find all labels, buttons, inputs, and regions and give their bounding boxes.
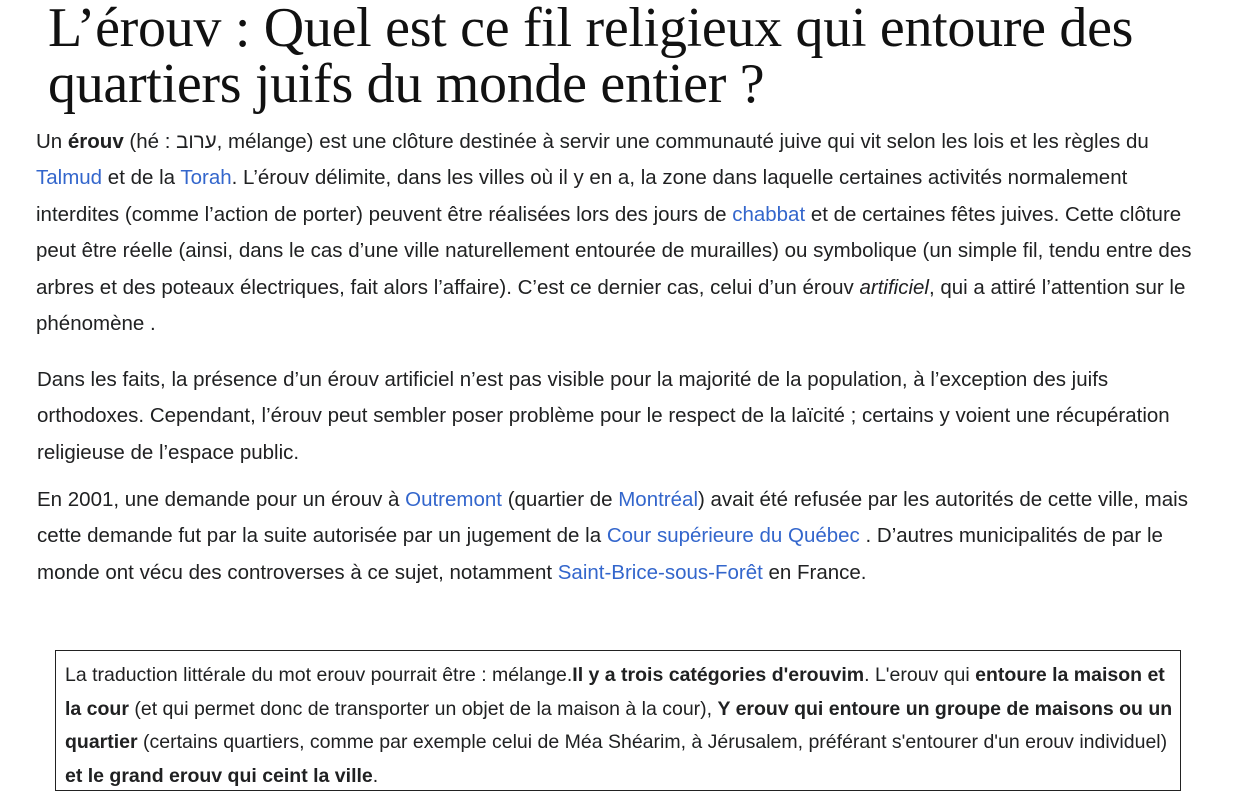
italic-word: artificiel — [859, 275, 929, 299]
text-run: En 2001, une demande pour un érouv à — [37, 488, 406, 511]
text-run: La traduction littérale du mot erouv pourrait être : mélange. — [65, 664, 573, 686]
text-run: (certains quartiers, comme par exemple celui de Méa Shéarim, à Jérusalem, préférant s'entourer d'un erouv individuel) — [137, 731, 1168, 753]
text-run: Un — [36, 130, 68, 153]
link-saint-brice[interactable]: Saint-Brice-sous-Forêt — [557, 560, 763, 584]
text-run: (hé : — [123, 130, 177, 153]
third-paragraph — [37, 482, 1197, 591]
text-run: . — [372, 764, 379, 787]
link-talmud[interactable]: Talmud — [36, 166, 103, 190]
text-run: ) avait été refusée par les autorités de cette ville, mais cette demande fut par la suite autorisée par un jugement de la — [37, 488, 1188, 548]
text-run: , mélange) est une clôture destinée à servir une communauté juive qui vit selon les lois et les règles du — [216, 130, 1149, 153]
text-run: . D’autres municipalités de par le monde ont vécu des controverses à ce sujet, notamment — [37, 524, 1163, 584]
link-torah[interactable]: Torah — [180, 166, 232, 190]
link-chabbat[interactable]: chabbat — [732, 202, 806, 226]
text-run: . L'erouv qui — [864, 664, 976, 686]
quote-box — [55, 650, 1181, 791]
link-outremont[interactable]: Outremont — [405, 488, 502, 511]
text-run: et de la — [102, 166, 181, 190]
text-run: en France. — [762, 560, 867, 584]
quote-text — [65, 659, 1177, 793]
text-run: et de certaines fêtes juives. Cette clôture peut être réelle (ainsi, dans le cas d’une ville naturellement entourée de murailles) ou symbolique (un simple fil, tendu entre des arbres et des poteaux électriques, fait alors l’affaire). C’est ce dernier cas, celui d’un érouv — [36, 202, 1192, 299]
bold-phrase: entoure la maison et la cour — [65, 664, 1165, 720]
text-run: (quartier de — [502, 488, 619, 511]
intro-paragraph — [36, 124, 1196, 342]
bold-phrase: Y erouv qui entoure un groupe de maisons ou un quartier — [65, 697, 1173, 753]
article-title: L’érouv : Quel est ce fil religieux qui entoure des quartiers juifs du monde entier ? — [48, 0, 1134, 115]
text-run: , qui a attiré l’attention sur le phénomène . — [36, 275, 1186, 336]
link-cour-superieure[interactable]: Cour supérieure du Québec — [606, 524, 860, 548]
term-erouv: érouv — [67, 130, 124, 153]
bold-phrase: Il y a trois catégories d'erouvim — [572, 664, 865, 686]
bold-phrase: et le grand erouv qui ceint la ville — [65, 764, 373, 787]
text-run: . L’érouv délimite, dans les villes où il y en a, la zone dans laquelle certaines activités normalement interdites (comme l’action de porter) peuvent être réalisées lors des jours de — [36, 166, 1128, 226]
link-montreal[interactable]: Montréal — [618, 488, 698, 511]
hebrew-word: ערוב — [176, 130, 217, 153]
second-paragraph: Dans les faits, la présence d’un érouv artificiel n’est pas visible pour la majorité de la population, à l’exception des juifs orthodoxes. Cependant, l’érouv peut sembler poser problème pour le respect de la laïcité ; certains y voient une récupération religieuse de l’espace public. — [37, 368, 1170, 464]
text-run: (et qui permet donc de transporter un objet de la maison à la cour), — [128, 697, 718, 720]
